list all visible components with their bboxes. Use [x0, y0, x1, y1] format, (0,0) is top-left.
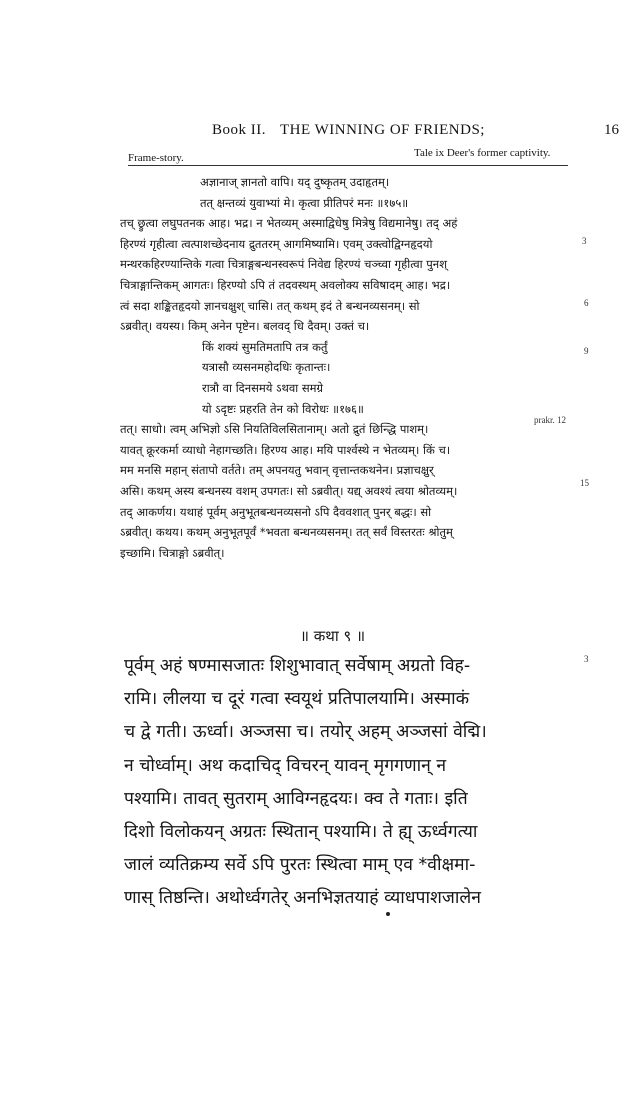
text-line: तत्। साधो। त्वम् अभिज्ञो ऽसि नियतिविलसितानाम्। अतो द्रुतं छिन्द्धि पाशम्। — [120, 422, 429, 437]
text-line: तत् क्षन्तव्यं युवाभ्यां मे। कृत्वा प्रीतिपरं मनः ॥१७५॥ — [200, 195, 409, 210]
text-line: जालं व्यतिक्रम्य सर्वे ऽपि पुरतः स्थित्वा माम् एव *वीक्षमा- — [124, 855, 476, 876]
text-line: अज्ञानाज् ज्ञानतो वापि। यद् दुष्कृतम् उदाहृतम्। — [200, 175, 390, 189]
text-line: पश्यामि। तावत् सुतराम् आविग्नहृदयः। क्व ते गताः। इति — [124, 788, 468, 809]
verse-line: रात्रौ वा दिनसमये ऽथवा समग्रे — [202, 380, 324, 395]
margin-line-number: 15 — [580, 478, 589, 488]
print-mark — [386, 912, 390, 916]
text-line: यावत् क्रूरकर्मा व्याधो नेहागच्छति। हिरण्य आह। मयि पार्श्वस्थे न भेतव्यम्। किं च। — [120, 442, 451, 457]
text-line: मम मनसि महान् संतापो वर्तते। तम् अपनयतु भवान् वृत्तान्तकथनेन। प्रज्ञाचक्षुर् — [120, 463, 434, 478]
text-line: दिशो विलोकयन् अग्रतः स्थितान् पश्यामि। ते ह्य् ऊर्ध्वगत्या — [124, 821, 478, 842]
text-line: पूर्वम् अहं षण्मासजातः शिशुभावात् सर्वेषाम् अग्रतो विह- — [124, 656, 471, 676]
upper-text-block — [120, 172, 575, 563]
header-rule — [128, 165, 568, 166]
margin-line-number: 3 — [584, 654, 589, 664]
text-line: न चोर्ध्वाम्। अथ कदाचिद् विचरन् यावन् मृगगणान् न — [124, 755, 447, 776]
text-line: हिरण्यं गृहीत्वा त्वत्पाशच्छेदनाय द्रुततरम् आगमिष्यामि। एवम् उक्त्वोद्विग्नहृदयो — [120, 236, 433, 251]
text-line: चित्राङ्गान्तिकम् आगतः। हिरण्यो ऽपि तं तदवस्थम् अवलोक्य सविषादम् आह। भद्र। — [120, 277, 451, 292]
margin-line-number: 6 — [584, 298, 589, 308]
text-line: च द्वे गती। ऊर्ध्वा। अञ्जसा च। तयोर् अहम् अञ्जसां वेद्मि। — [124, 722, 487, 743]
text-line: ऽब्रवीत्। वयस्य। किम् अनेन पृष्टेन। बलवद् धि दैवम्। उक्तं च। — [120, 319, 370, 334]
verse-line: यत्रासौ व्यसनमहोदधिः कृतान्तः। — [202, 360, 331, 375]
margin-line-number: prakr. 12 — [534, 415, 566, 425]
page-number: 16 — [604, 122, 619, 138]
verse-line: यो ऽदृष्टः प्रहरति तेन को विरोधः ॥१७६॥ — [202, 401, 364, 416]
katha-heading: ॥ कथा ९ ॥ — [300, 627, 366, 645]
text-line: इच्छामि। चित्राङ्गो ऽब्रवीत्। — [120, 545, 225, 560]
text-line: णास् तिष्ठन्ति। अथोर्ध्वगतेर् अनभिज्ञतयाहं व्याधपाशजालेन — [124, 888, 481, 909]
text-line: तच् छ्रुत्वा लघुपतनक आह। भद्र। न भेतव्यम् अस्माद्विधेषु मित्रेषु विद्यमानेषु। तद् अहं — [120, 216, 458, 231]
text-line: ऽब्रवीत्। कथय। कथम् अनुभूतपूर्वं *भवता बन्धनव्यसनम्। तत् सर्वं विस्तरतः श्रोतुम् — [120, 525, 453, 540]
text-line: मन्थरकहिरण्यान्तिके गत्वा चित्राङ्गबन्धनस्वरूपं निवेद्य हिरण्यं चञ्च्वा गृहीत्वा पुनश् — [120, 257, 448, 272]
book-title: THE WINNING OF FRIENDS; — [279, 122, 485, 138]
lower-text-block — [124, 650, 574, 916]
text-line: असि। कथम् अस्य बन्धनस्य वशम् उपगतः। सो ऽब्रवीत्। यद्य् अवश्यं त्वया श्रोतव्यम्। — [120, 483, 458, 498]
text-line: रामि। लीलया च दूरं गत्वा स्वयूथं प्रतिपालयामि। अस्माकं — [124, 689, 470, 710]
margin-line-number: 9 — [584, 346, 589, 356]
text-line: तद् आकर्णय। यथाहं पूर्वम् अनुभूतबन्धनव्यसनो ऽपि दैववशात् पुनर् बद्धः। सो — [120, 504, 432, 519]
frame-story-label: Frame-story. — [128, 152, 184, 164]
running-head — [212, 122, 552, 139]
verse-line: किं शक्यं सुमतिमतापि तत्र कर्तुं — [202, 339, 328, 354]
margin-line-number: 3 — [582, 236, 587, 246]
tale-label: Tale ix Deer's former captivity. — [414, 147, 551, 159]
text-line: त्वं सदा शङ्कितहृदयो ज्ञानचक्षुश् चासि। तत् कथम् इदं ते बन्धनव्यसनम्। सो — [120, 298, 420, 313]
book-label: Book II. — [212, 122, 266, 138]
